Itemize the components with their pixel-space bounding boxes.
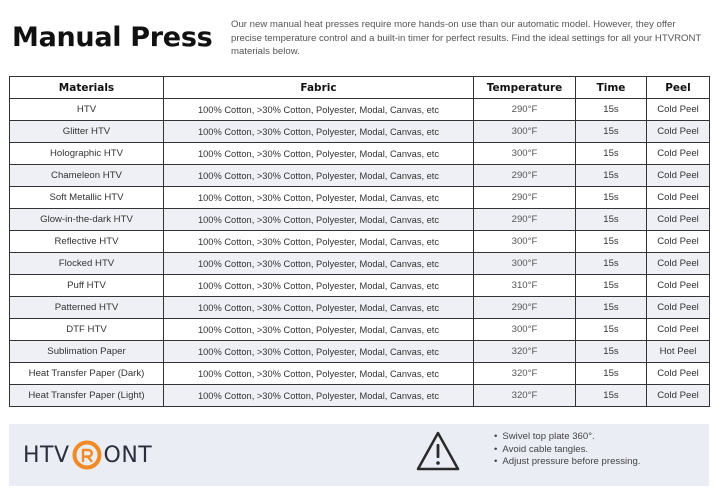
row-fabric: 100% Cotton, >30% Cotton, Polyester, Modal, Canvas, etc <box>164 275 474 297</box>
row-time: 15s <box>576 165 647 187</box>
row-time: 15s <box>576 319 647 341</box>
row-fabric: 100% Cotton, >30% Cotton, Polyester, Modal, Canvas, etc <box>164 253 474 275</box>
header-peel: Peel <box>647 77 710 99</box>
row-material: Holographic HTV <box>10 143 164 165</box>
row-peel: Cold Peel <box>647 385 710 407</box>
logo-text-right: ONT <box>103 442 153 468</box>
row-temperature: 290°F <box>474 187 576 209</box>
row-time: 15s <box>576 385 647 407</box>
row-material: Chameleon HTV <box>10 165 164 187</box>
table-header-row <box>10 77 710 99</box>
row-fabric: 100% Cotton, >30% Cotton, Polyester, Modal, Canvas, etc <box>164 121 474 143</box>
row-time: 15s <box>576 341 647 363</box>
row-temperature: 290°F <box>474 297 576 319</box>
table-row <box>10 165 710 187</box>
page-title: Manual Press <box>12 22 213 53</box>
row-peel: Cold Peel <box>647 297 710 319</box>
header-materials: Materials <box>10 77 164 99</box>
row-temperature: 320°F <box>474 385 576 407</box>
row-fabric: 100% Cotton, >30% Cotton, Polyester, Modal, Canvas, etc <box>164 319 474 341</box>
row-peel: Hot Peel <box>647 341 710 363</box>
table-row <box>10 319 710 341</box>
logo-text-left: HTV <box>23 442 70 468</box>
row-material: Sublimation Paper <box>10 341 164 363</box>
row-peel: Cold Peel <box>647 143 710 165</box>
row-material: Soft Metallic HTV <box>10 187 164 209</box>
row-time: 15s <box>576 363 647 385</box>
table-row <box>10 99 710 121</box>
row-material: Glitter HTV <box>10 121 164 143</box>
row-time: 15s <box>576 143 647 165</box>
row-fabric: 100% Cotton, >30% Cotton, Polyester, Modal, Canvas, etc <box>164 341 474 363</box>
row-time: 15s <box>576 297 647 319</box>
row-material: Reflective HTV <box>10 231 164 253</box>
row-time: 15s <box>576 121 647 143</box>
table-row <box>10 253 710 275</box>
table-row <box>10 231 710 253</box>
row-peel: Cold Peel <box>647 275 710 297</box>
tip-item: • Adjust pressure before pressing. <box>494 456 640 469</box>
row-fabric: 100% Cotton, >30% Cotton, Polyester, Modal, Canvas, etc <box>164 385 474 407</box>
row-peel: Cold Peel <box>647 99 710 121</box>
tip-item: • Avoid cable tangles. <box>494 444 640 457</box>
table-row <box>10 121 710 143</box>
row-fabric: 100% Cotton, >30% Cotton, Polyester, Modal, Canvas, etc <box>164 363 474 385</box>
row-material: Heat Transfer Paper (Light) <box>10 385 164 407</box>
row-temperature: 310°F <box>474 275 576 297</box>
warning-triangle-icon <box>415 430 461 472</box>
row-fabric: 100% Cotton, >30% Cotton, Polyester, Modal, Canvas, etc <box>164 187 474 209</box>
row-peel: Cold Peel <box>647 121 710 143</box>
row-peel: Cold Peel <box>647 187 710 209</box>
row-temperature: 290°F <box>474 99 576 121</box>
tips-list <box>494 431 640 469</box>
table-body <box>10 99 710 407</box>
header-time: Time <box>576 77 647 99</box>
row-temperature: 320°F <box>474 341 576 363</box>
row-peel: Cold Peel <box>647 231 710 253</box>
table-row <box>10 385 710 407</box>
row-material: HTV <box>10 99 164 121</box>
row-fabric: 100% Cotton, >30% Cotton, Polyester, Modal, Canvas, etc <box>164 99 474 121</box>
row-temperature: 300°F <box>474 121 576 143</box>
header-temperature: Temperature <box>474 77 576 99</box>
row-time: 15s <box>576 275 647 297</box>
table-row <box>10 209 710 231</box>
row-temperature: 300°F <box>474 319 576 341</box>
table-row <box>10 275 710 297</box>
row-fabric: 100% Cotton, >30% Cotton, Polyester, Modal, Canvas, etc <box>164 209 474 231</box>
table-row <box>10 297 710 319</box>
row-material: Glow-in-the-dark HTV <box>10 209 164 231</box>
table-row <box>10 143 710 165</box>
row-peel: Cold Peel <box>647 319 710 341</box>
row-time: 15s <box>576 231 647 253</box>
row-time: 15s <box>576 187 647 209</box>
row-fabric: 100% Cotton, >30% Cotton, Polyester, Modal, Canvas, etc <box>164 231 474 253</box>
row-temperature: 300°F <box>474 143 576 165</box>
table-row <box>10 341 710 363</box>
row-time: 15s <box>576 253 647 275</box>
row-time: 15s <box>576 99 647 121</box>
row-peel: Cold Peel <box>647 209 710 231</box>
row-material: Heat Transfer Paper (Dark) <box>10 363 164 385</box>
intro-text: Our new manual heat presses require more hands-on use than our automatic model. However, they offer precise temperature control and a built-in timer for perfect results. Find the ideal settings for all your HTVRONT materials below. <box>231 19 702 57</box>
row-material: Puff HTV <box>10 275 164 297</box>
row-temperature: 320°F <box>474 363 576 385</box>
brand-logo <box>23 437 152 473</box>
table-row <box>10 187 710 209</box>
row-temperature: 300°F <box>474 231 576 253</box>
row-material: DTF HTV <box>10 319 164 341</box>
row-fabric: 100% Cotton, >30% Cotton, Polyester, Modal, Canvas, etc <box>164 165 474 187</box>
row-temperature: 290°F <box>474 165 576 187</box>
row-fabric: 100% Cotton, >30% Cotton, Polyester, Modal, Canvas, etc <box>164 143 474 165</box>
row-peel: Cold Peel <box>647 253 710 275</box>
row-material: Patterned HTV <box>10 297 164 319</box>
row-peel: Cold Peel <box>647 363 710 385</box>
table-row <box>10 363 710 385</box>
row-temperature: 290°F <box>474 209 576 231</box>
footer-panel <box>9 424 709 486</box>
settings-table <box>9 76 710 407</box>
row-temperature: 300°F <box>474 253 576 275</box>
tip-item: • Swivel top plate 360°. <box>494 431 640 444</box>
row-fabric: 100% Cotton, >30% Cotton, Polyester, Modal, Canvas, etc <box>164 297 474 319</box>
row-material: Flocked HTV <box>10 253 164 275</box>
row-peel: Cold Peel <box>647 165 710 187</box>
header-fabric: Fabric <box>164 77 474 99</box>
row-time: 15s <box>576 209 647 231</box>
logo-r-ring-icon <box>72 440 102 470</box>
